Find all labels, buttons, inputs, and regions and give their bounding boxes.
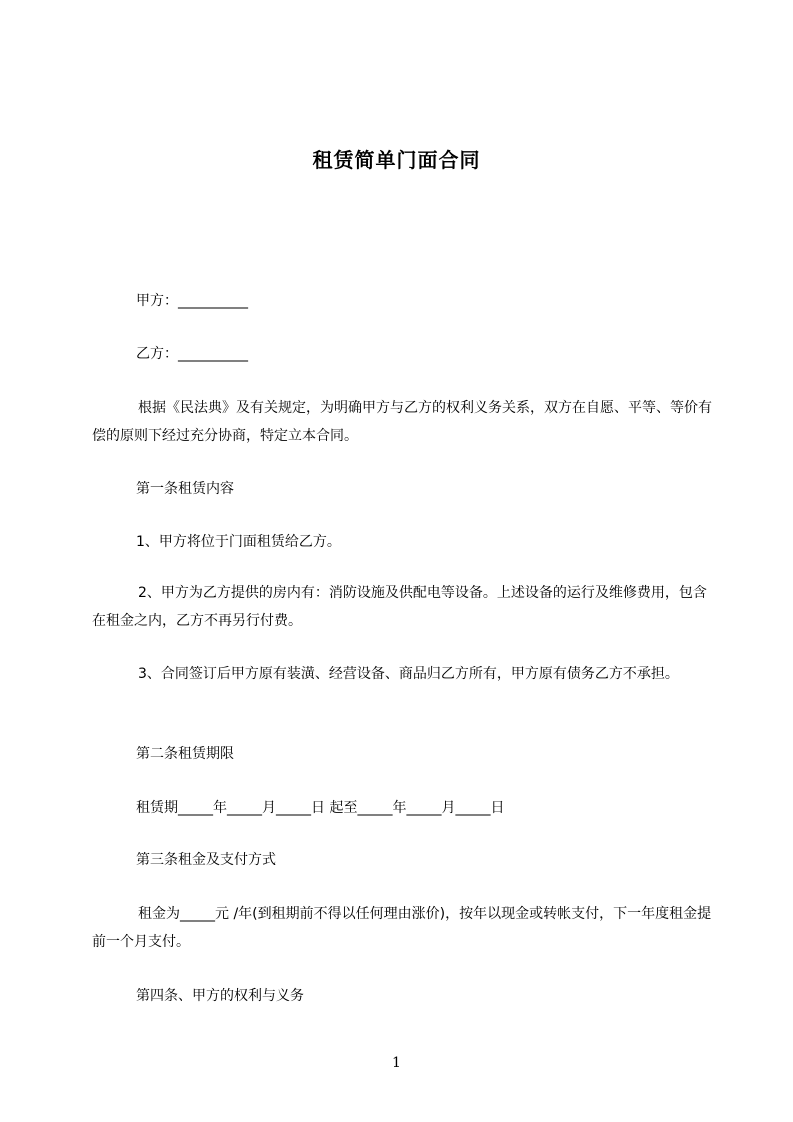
article-1-item-2: 2、甲方为乙方提供的房内有：消防设施及供配电等设备。上述设备的运行及维修费用，包含在租金之内，乙方不再另行付费。 xyxy=(92,585,707,629)
party-b-line: 乙方：__________ xyxy=(136,346,248,362)
article-2-heading: 第二条租赁期限 xyxy=(136,746,234,762)
party-a-line: 甲方：__________ xyxy=(136,293,248,309)
article-2-term: 租赁期_____年_____月_____日 起至_____年_____月_____日 xyxy=(136,800,505,816)
article-4-heading: 第四条、甲方的权利与义务 xyxy=(136,988,304,1004)
intro-paragraph: 根据《民法典》及有关规定，为明确甲方与乙方的权利义务关系，双方在自愿、平等、等价有偿的原则下经过充分协商，特定立本合同。 xyxy=(92,400,712,444)
article-3-heading: 第三条租金及支付方式 xyxy=(136,852,276,868)
page-number: 1 xyxy=(392,1055,401,1071)
article-3-rent: 租金为_____元 /年(到租期前不得以任何理由涨价)，按年以现金或转帐支付，下一年度租金提前一个月支付。 xyxy=(92,906,712,950)
document-title: 租赁简单门面合同 xyxy=(312,148,481,172)
article-1-heading: 第一条租赁内容 xyxy=(136,481,234,497)
article-1-item-3: 3、合同签订后甲方原有装潢、经营设备、商品归乙方所有，甲方原有债务乙方不承担。 xyxy=(138,666,679,682)
article-1-item-1: 1、甲方将位于门面租赁给乙方。 xyxy=(136,534,341,550)
